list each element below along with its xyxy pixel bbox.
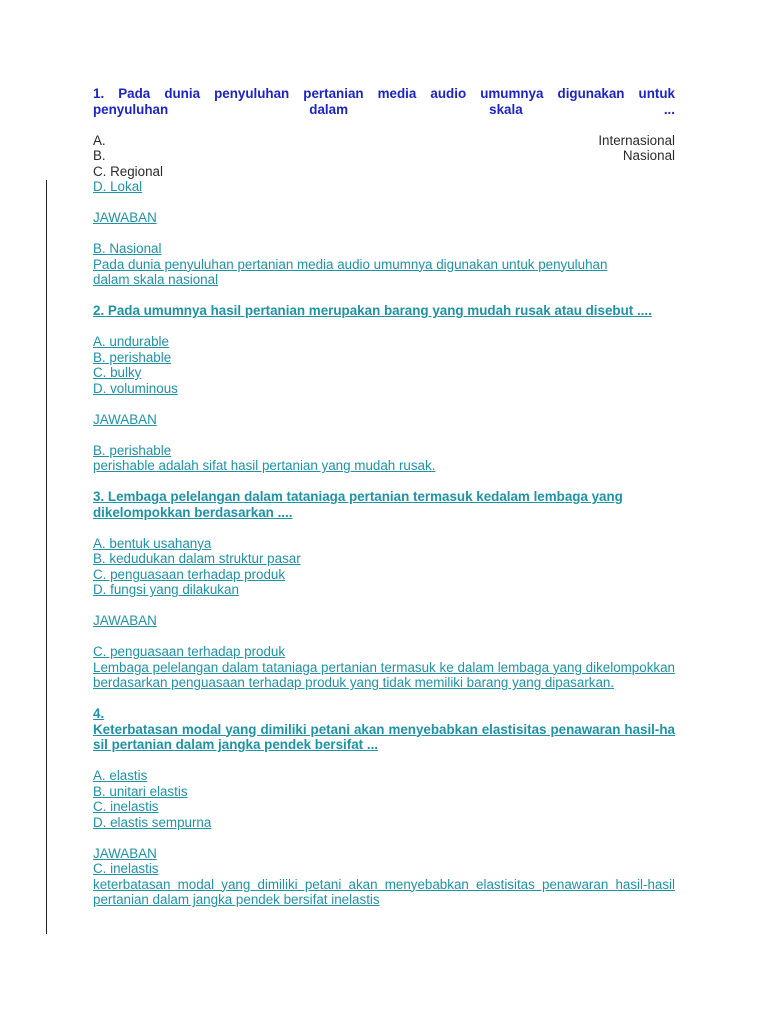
question-1-option-c: C. Regional — [93, 163, 163, 179]
option-b-text: Nasional — [622, 148, 675, 163]
question-4-number[interactable]: 4. — [93, 706, 105, 721]
question-4-title[interactable]: Keterbatasan modal yang dimiliki petani akan menyebabkan elastisitas penawaran hasil-hasil pertanian dalam jangka pendek bersifat ... — [93, 721, 675, 752]
question-2-option-a[interactable]: A. undurable — [93, 334, 169, 349]
question-4-explanation[interactable]: keterbatasan modal yang dimiliki petani akan menyebabkan elastisitas penawaran hasil-hasil pertanian dalam jangka pendek bersifat inelastis — [93, 876, 675, 907]
question-2-jawaban-label[interactable]: JAWABAN — [93, 411, 157, 427]
question-3-explanation[interactable]: Lembaga pelelangan dalam tataniaga pertanian termasuk ke dalam lembaga yang dikelompokkan berdasarkan penguasaan terhadap produk yang tidak memiliki barang yang dipasarkan. — [93, 659, 675, 690]
question-1-title-line2: penyuluhan dalam skala ... — [93, 101, 675, 117]
question-1 — [93, 86, 675, 288]
question-4-option-b[interactable]: B. unitari elastis — [93, 783, 188, 799]
quiz-document — [93, 86, 675, 908]
margin-rule — [46, 180, 47, 934]
question-1-answer[interactable]: B. Nasional — [93, 241, 162, 256]
question-3-answer[interactable]: C. penguasaan terhadap produk — [93, 644, 286, 659]
question-2 — [93, 303, 675, 474]
question-3-jawaban-label[interactable]: JAWABAN — [93, 613, 157, 628]
question-4-option-c[interactable]: C. inelastis — [93, 799, 159, 814]
question-4-answer[interactable]: C. inelastis — [93, 861, 159, 876]
option-a-text: Internasional — [598, 132, 675, 148]
option-b-label: B. — [93, 148, 106, 163]
question-4-jawaban-label[interactable]: JAWABAN — [93, 845, 157, 861]
question-3 — [93, 489, 675, 691]
question-1-option-d[interactable]: D. Lokal — [93, 179, 143, 194]
question-2-option-b[interactable]: B. perishable — [93, 349, 172, 365]
question-3-option-a[interactable]: A. bentuk usahanya — [93, 535, 212, 551]
question-1-explanation[interactable]: Pada dunia penyuluhan pertanian media audio umumnya digunakan untuk penyuluhan dalam skala nasional — [93, 256, 608, 287]
question-2-option-c[interactable]: C. bulky — [93, 365, 142, 380]
question-3-option-b[interactable]: B. kedudukan dalam struktur pasar — [93, 551, 301, 566]
question-1-jawaban-label[interactable]: JAWABAN — [93, 210, 157, 225]
question-1-option-a — [93, 133, 675, 149]
question-4-option-d[interactable]: D. elastis sempurna — [93, 814, 212, 830]
question-2-option-d[interactable]: D. voluminous — [93, 380, 178, 396]
question-2-answer[interactable]: B. perishable — [93, 442, 172, 458]
question-3-title[interactable]: 3. Lembaga pelelangan dalam tataniaga pertanian termasuk kedalam lembaga yang dikelompokkan berdasarkan .... — [93, 489, 623, 520]
question-2-explanation[interactable]: perishable adalah sifat hasil pertanian yang mudah rusak. — [93, 458, 436, 473]
question-3-option-d[interactable]: D. fungsi yang dilakukan — [93, 582, 239, 597]
question-4-option-a[interactable]: A. elastis — [93, 768, 148, 783]
question-1-option-b — [93, 148, 675, 164]
question-1-title-line1: 1. Pada dunia penyuluhan pertanian media audio umumnya digunakan untuk — [93, 86, 675, 101]
question-2-title[interactable]: 2. Pada umumnya hasil pertanian merupakan barang yang mudah rusak atau disebut .... — [93, 303, 652, 318]
question-3-option-c[interactable]: C. penguasaan terhadap produk — [93, 566, 286, 582]
option-a-label: A. — [93, 132, 106, 148]
question-4 — [93, 706, 675, 908]
